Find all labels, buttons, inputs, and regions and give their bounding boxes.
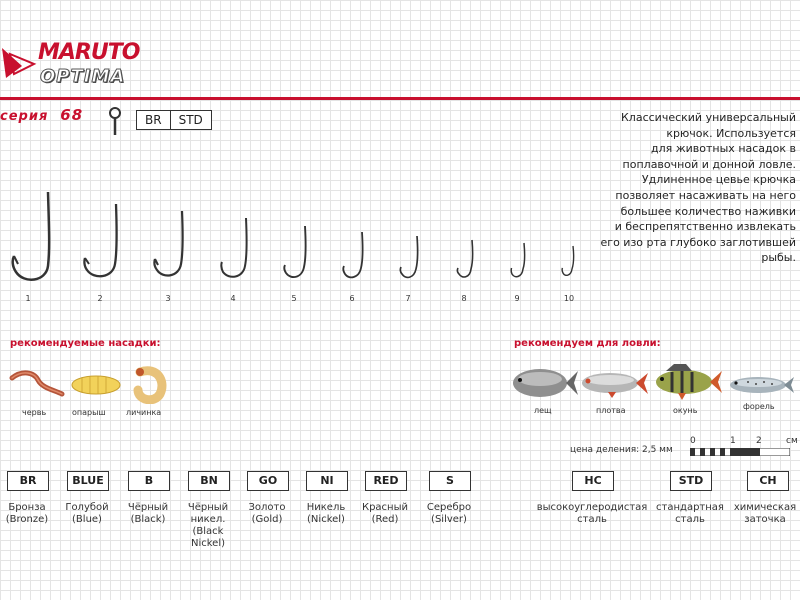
logo-line: OPTIMA (40, 66, 126, 87)
fish-label: лещ (534, 406, 552, 415)
color-code-label (422, 502, 476, 526)
color-label-line: (Red) (371, 514, 399, 525)
bait-label: личинка (126, 408, 162, 417)
bait-label: червь (22, 408, 47, 417)
material-code-box: HC (572, 471, 614, 491)
color-label-line: Голубой (65, 502, 109, 513)
hook-2 (80, 200, 124, 288)
material-code-box: CH (747, 471, 789, 491)
scale-tick-label: см (786, 436, 798, 446)
hook-9 (507, 239, 531, 287)
fishing-hook-icon (396, 232, 424, 284)
color-code-box: BN (188, 471, 230, 491)
logo-brand: MARUTO (38, 40, 140, 65)
bream-icon (508, 365, 580, 401)
fish-label: окунь (673, 406, 698, 415)
description-line: рыбы. (761, 251, 796, 265)
color-label-line: Красный (361, 502, 408, 513)
description-line: большее количество наживки (620, 204, 796, 218)
material-code-label (730, 502, 800, 526)
description-line: поплавочной и донной ловле. (622, 157, 796, 171)
color-code-label (181, 502, 235, 550)
color-label-line: никел. (190, 514, 226, 525)
material-label-line: химическая (733, 502, 797, 513)
color-code-box: GO (247, 471, 289, 491)
fishing-hook-icon (80, 200, 124, 284)
trout-icon (726, 372, 796, 398)
hook-size-label: 10 (563, 294, 575, 303)
eye-code-std: STD (170, 111, 211, 129)
color-label-line: Чёрный (127, 502, 169, 513)
fishing-hook-icon (8, 188, 58, 288)
description-line: Классический универсальный (621, 111, 796, 124)
material-label-line: сталь (675, 514, 705, 525)
header-divider (0, 97, 800, 100)
hook-size-label: 1 (25, 294, 31, 303)
fish-label: плотва (596, 406, 626, 415)
scale-tick-label: 0 (690, 436, 696, 446)
ring-eye-icon (106, 106, 124, 136)
color-code-box: BLUE (67, 471, 109, 491)
fishing-hook-icon (453, 236, 479, 284)
hook-6 (339, 228, 369, 288)
material-label-line: сталь (577, 514, 607, 525)
fish-label: форель (743, 402, 775, 411)
product-description (581, 110, 796, 266)
series-title (0, 106, 83, 124)
color-code-label (60, 502, 114, 526)
eye-code-boxes (136, 110, 212, 130)
fishing-hook-icon (558, 242, 580, 282)
description-line: его изо рта глубоко заглотившей (600, 235, 796, 249)
hook-size-label: 7 (405, 294, 411, 303)
series-number: 68 (60, 106, 84, 124)
description-line: Удлиненное цевье крючка (641, 173, 796, 187)
larva-icon (130, 364, 168, 404)
color-label-line: (Silver) (431, 514, 467, 525)
color-code-label (358, 502, 412, 526)
color-label-line: Чёрный (187, 502, 229, 513)
material-label-line: высокоуглеродистая (536, 502, 648, 513)
material-code-label (530, 502, 654, 526)
color-code-label (0, 502, 54, 526)
color-code-box: BR (7, 471, 49, 491)
color-label-line: Никель (306, 502, 346, 513)
color-label-line: (Gold) (251, 514, 283, 525)
hook-size-label: 2 (97, 294, 103, 303)
hook-3 (150, 207, 190, 287)
scale-label: цена деления: 2,5 мм (570, 445, 673, 455)
color-code-box: NI (306, 471, 348, 491)
fishing-hook-icon (507, 239, 531, 283)
hook-size-label: 5 (291, 294, 297, 303)
color-label-line: Бронза (8, 502, 46, 513)
fishing-hook-icon (339, 228, 369, 284)
scale-tick-label: 2 (756, 436, 762, 446)
perch-icon (652, 362, 724, 400)
color-label-line: (Nickel) (307, 514, 345, 525)
bait-label: опарыш (72, 408, 106, 417)
material-code-box: STD (670, 471, 712, 491)
maggot-icon (68, 372, 124, 398)
scale-ruler (690, 448, 790, 456)
color-code-box: S (429, 471, 471, 491)
roach-icon (578, 368, 650, 398)
hook-4 (217, 214, 253, 288)
description-line: позволяет насаживать на него (615, 188, 796, 202)
hook-size-label: 9 (514, 294, 520, 303)
hook-7 (396, 232, 424, 288)
material-label-line: заточка (744, 514, 786, 525)
material-code-label (652, 502, 728, 526)
description-line: для животных насадок в (651, 142, 796, 156)
description-line: и беспрепятственно извлекать (614, 220, 796, 234)
color-label-line: Nickel) (190, 538, 226, 549)
color-label-line: (Black) (130, 514, 166, 525)
color-label-line: Золото (248, 502, 286, 513)
color-label-line: (Blue) (72, 514, 102, 525)
hook-size-label: 3 (165, 294, 171, 303)
color-code-label (240, 502, 294, 526)
hook-10 (558, 242, 580, 286)
series-label: серия (0, 109, 49, 124)
hook-5 (280, 222, 312, 288)
color-label-line: (Bronze) (5, 514, 49, 525)
color-code-box: B (128, 471, 170, 491)
hook-size-label: 4 (230, 294, 236, 303)
color-code-label (121, 502, 175, 526)
hook-size-label: 6 (349, 294, 355, 303)
scale-tick-label: 1 (730, 436, 736, 446)
color-code-label (299, 502, 353, 526)
fish-title: рекомендуем для ловли: (514, 338, 661, 349)
eye-code-br: BR (145, 113, 162, 127)
fishing-hook-icon (150, 207, 190, 283)
color-label-line: (Black (192, 526, 224, 537)
color-label-line: Серебро (426, 502, 472, 513)
fishing-hook-icon (217, 214, 253, 284)
baits-title: рекомендуемые насадки: (10, 338, 161, 349)
worm-icon (8, 368, 66, 402)
hook-size-label: 8 (461, 294, 467, 303)
hook-8 (453, 236, 479, 288)
description-line: крючок. Используется (666, 126, 796, 140)
fishing-hook-icon (280, 222, 312, 284)
material-label-line: стандартная (656, 502, 724, 513)
color-code-box: RED (365, 471, 407, 491)
hook-1 (8, 188, 58, 292)
